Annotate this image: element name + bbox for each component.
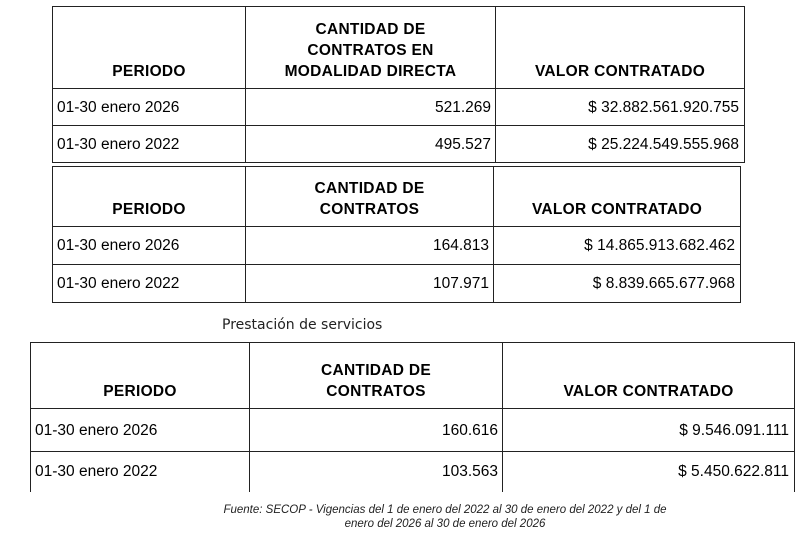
header-valor: VALOR CONTRATADO [496,7,745,89]
cell-period: 01-30 enero 2022 [53,126,246,163]
header-periodo: PERIODO [53,167,246,227]
table-row [53,227,741,265]
cell-value: $ 5.450.622.811 [503,452,795,492]
header-periodo: PERIODO [31,343,250,409]
source-line: Fuente: SECOP - Vigencias del 1 de enero del 2022 al 30 de enero del 2022 y del 1 de [223,504,667,516]
table-contratos [52,166,741,303]
cell-count: 495.527 [246,126,496,163]
header-cantidad-line: CANTIDAD DE [314,180,425,197]
header-cantidad [246,167,494,227]
cell-value: $ 32.882.561.920.755 [496,89,745,126]
table-row [53,89,745,126]
table-row [31,409,795,452]
header-cantidad-line: CONTRATOS [319,201,420,218]
cell-period: 01-30 enero 2026 [31,409,250,452]
header-periodo: PERIODO [53,7,246,89]
cell-value: $ 8.839.665.677.968 [494,265,741,303]
table-prestacion-servicios [30,342,795,492]
cell-period: 01-30 enero 2026 [53,227,246,265]
header-cantidad-line: CONTRATOS EN [307,42,434,59]
cell-count: 107.971 [246,265,494,303]
table-header-row [53,167,741,227]
source-line: enero del 2026 al 30 de enero del 2026 [344,518,546,530]
header-cantidad-line: MODALIDAD DIRECTA [284,63,457,80]
table-row [53,126,745,163]
cell-value: $ 25.224.549.555.968 [496,126,745,163]
header-cantidad [250,343,503,409]
table-header-row [53,7,745,89]
cell-value: $ 9.546.091.111 [503,409,795,452]
header-valor: VALOR CONTRATADO [494,167,741,227]
header-cantidad-line: CONTRATOS [326,383,426,400]
header-valor: VALOR CONTRATADO [503,343,795,409]
cell-count: 103.563 [250,452,503,492]
table-caption: Prestación de servicios [222,317,383,333]
cell-period: 01-30 enero 2022 [31,452,250,492]
header-cantidad-line: CANTIDAD DE [315,21,426,38]
header-cantidad [246,7,496,89]
table-header-row [31,343,795,409]
cell-count: 521.269 [246,89,496,126]
cell-count: 164.813 [246,227,494,265]
cell-period: 01-30 enero 2026 [53,89,246,126]
header-cantidad-line: CANTIDAD DE [320,362,432,379]
cell-count: 160.616 [250,409,503,452]
cell-value: $ 14.865.913.682.462 [494,227,741,265]
source-note [150,503,740,531]
table-row [53,265,741,303]
table-row [31,452,795,492]
table-contratos-modalidad-directa [52,6,745,163]
cell-period: 01-30 enero 2022 [53,265,246,303]
